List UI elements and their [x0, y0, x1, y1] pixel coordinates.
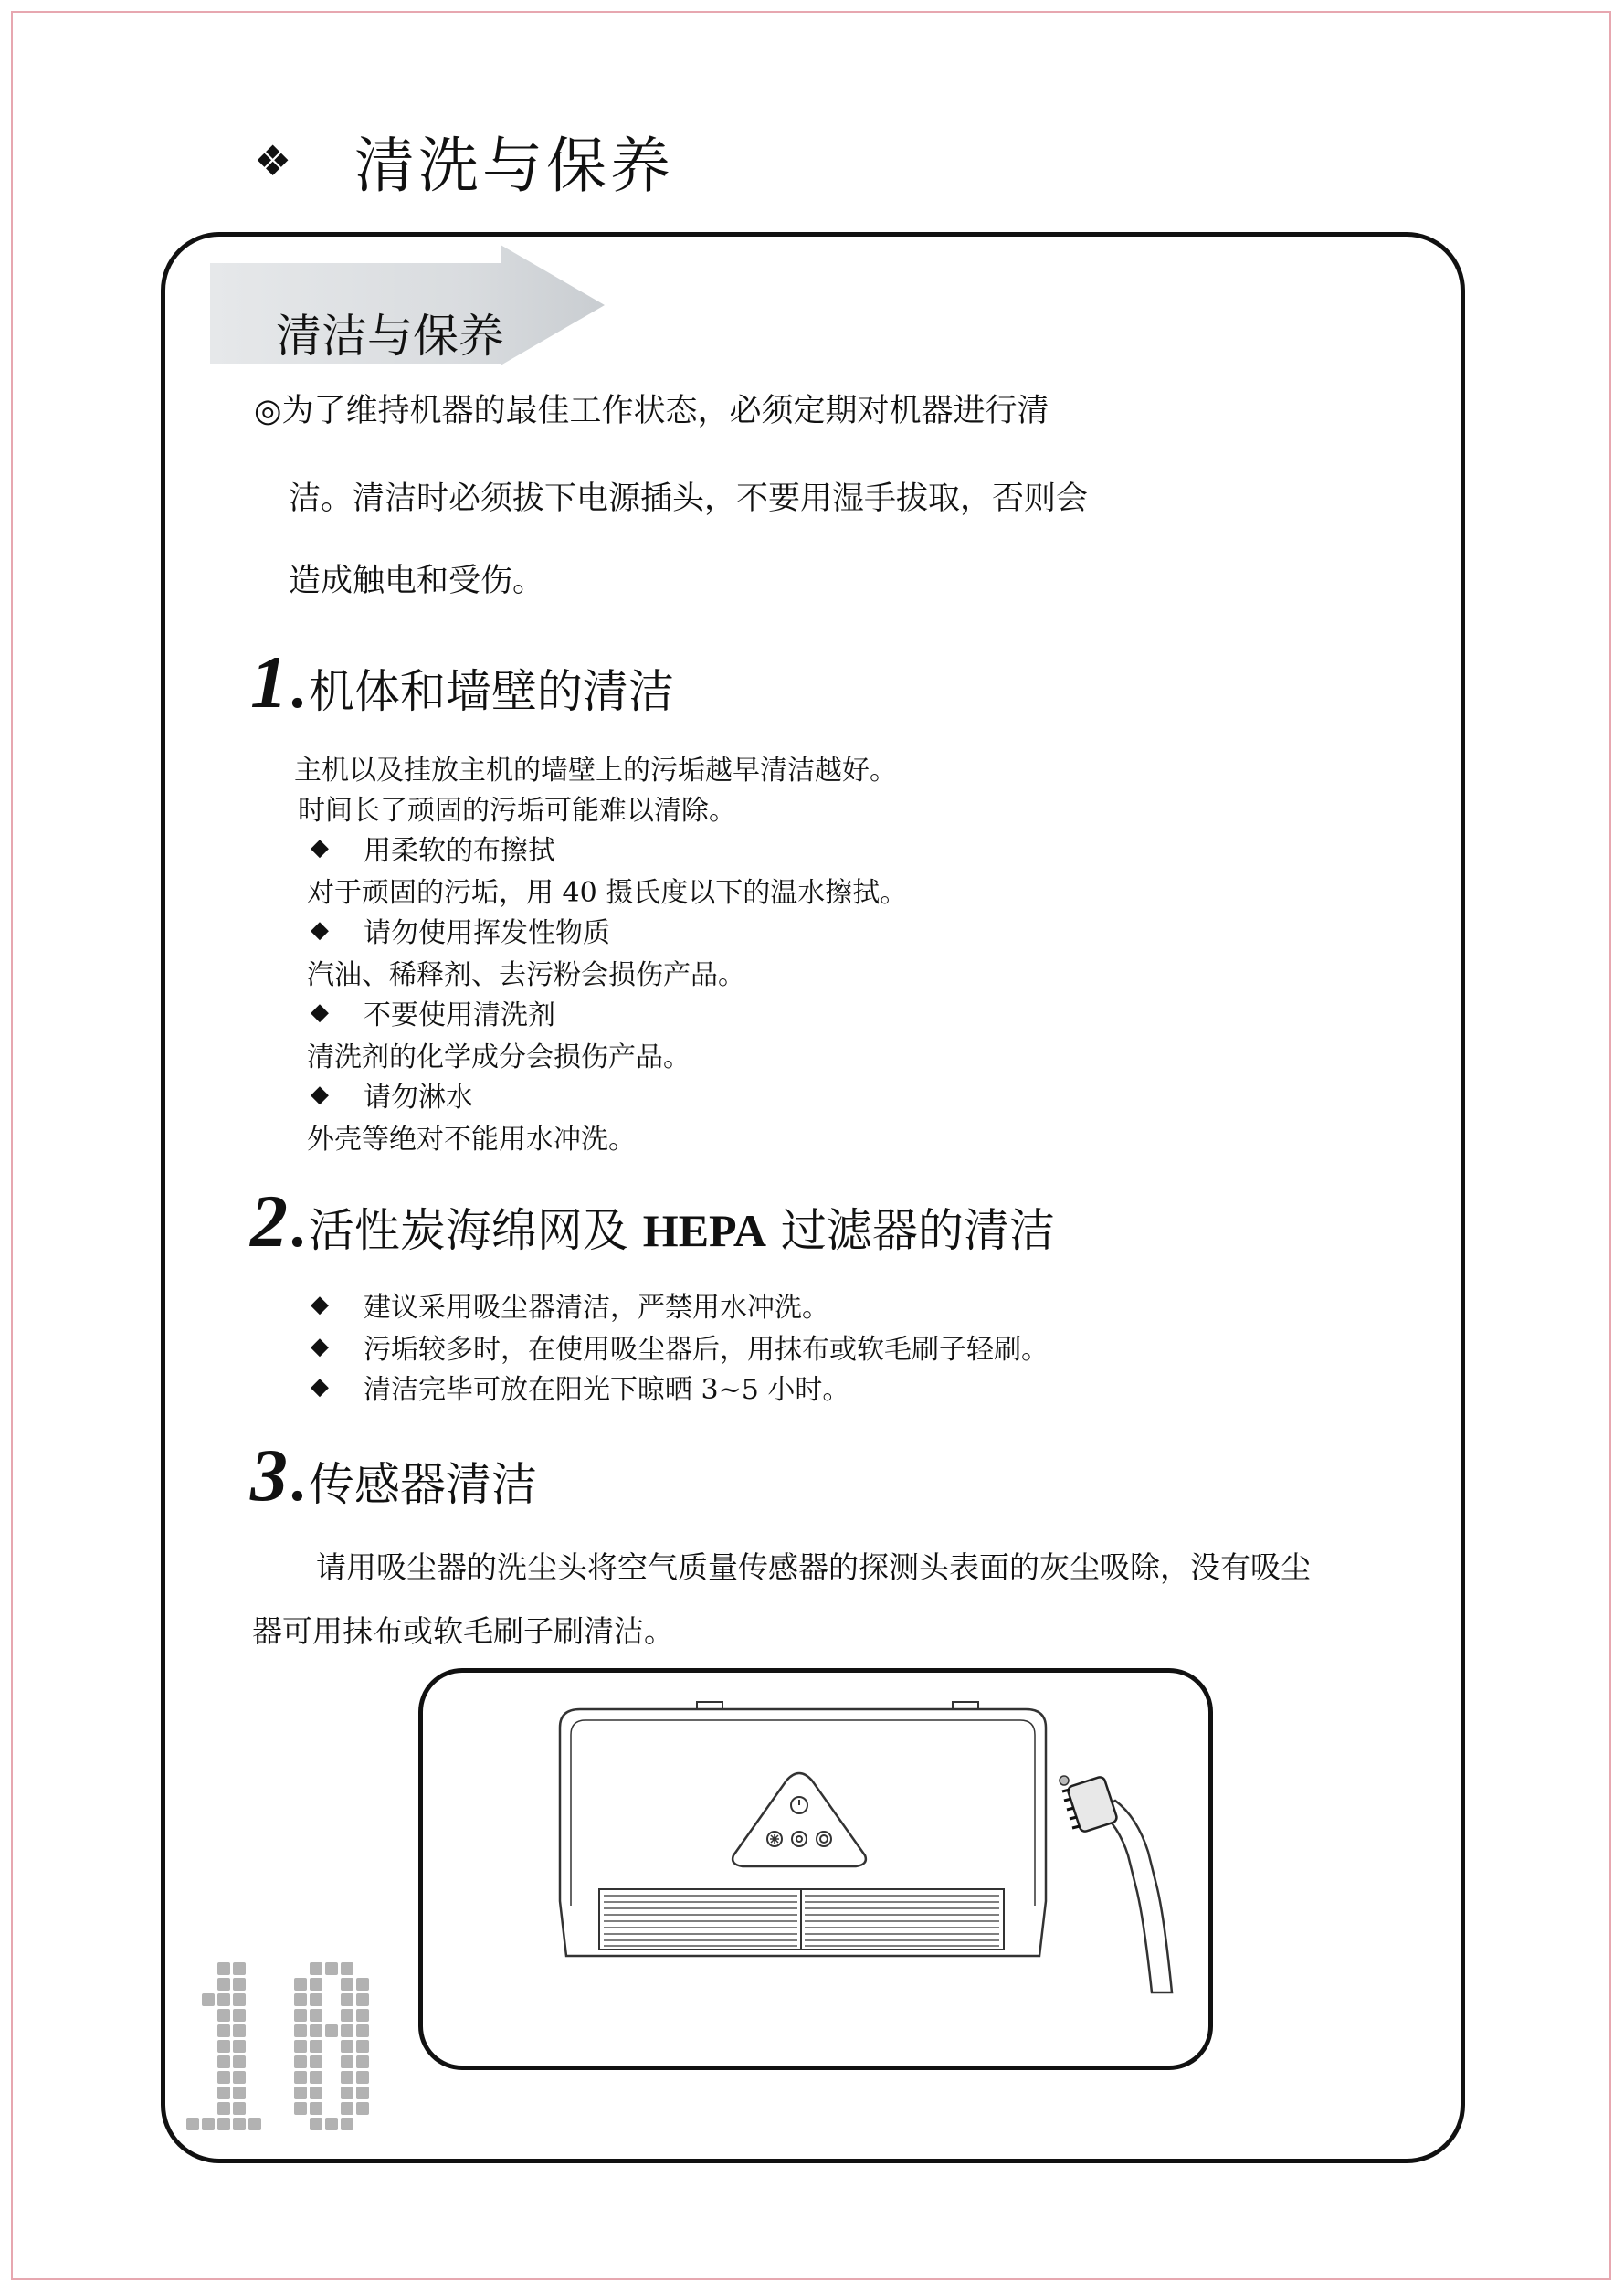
vacuum-brush-icon — [1060, 1776, 1172, 1992]
item-heading-text: 用柔软的布擦拭 — [364, 835, 555, 867]
item-heading-text: 请勿淋水 — [364, 1082, 473, 1114]
section-number-dot: . — [288, 1196, 307, 1260]
page-number-pixel — [217, 2087, 230, 2099]
section-3-heading — [250, 1432, 537, 1518]
page-number-pixel — [310, 2102, 322, 2115]
page-number-pixel — [233, 1993, 246, 2006]
page-number-pixel — [202, 2118, 215, 2130]
section-2-item — [311, 1284, 829, 1325]
mode-button-icon-center — [796, 1836, 802, 1842]
section-1-item-heading — [311, 992, 555, 1032]
page-number-pixel — [294, 2102, 307, 2115]
brush-tip — [1060, 1776, 1069, 1785]
page-number-pixel — [341, 1993, 353, 2006]
page-number-pixel — [233, 2024, 246, 2037]
page-number-pixel — [233, 2102, 246, 2115]
page-number-pixel — [294, 2071, 307, 2084]
page-number-pixel — [186, 2118, 199, 2130]
section-title: 传感器清洁 — [308, 1458, 537, 1511]
section-2-item — [311, 1367, 849, 1407]
section-title: 机体和墙壁的清洁 — [308, 665, 674, 718]
page-number-pixel — [310, 2118, 322, 2130]
page-number-pixel — [356, 2055, 369, 2068]
section-title — [309, 1194, 1055, 1260]
page-number-pixel — [356, 1993, 369, 2006]
section-2-heading — [250, 1178, 1055, 1264]
page-number-pixel — [202, 1993, 215, 2006]
page-number-pixel — [294, 1993, 307, 2006]
page-number-pixel — [356, 2024, 369, 2037]
page-number-pixel — [310, 1993, 322, 2006]
item-text: 清洁完毕可放在阳光下晾晒 3~5 小时。 — [364, 1374, 850, 1406]
control-panel — [733, 1773, 866, 1866]
page-number-pixel — [294, 2024, 307, 2037]
section-number-dot: . — [288, 1450, 307, 1514]
page-number-pixel — [217, 1993, 230, 2006]
page-number-pixel — [233, 2040, 246, 2053]
mode-button-icon — [792, 1832, 807, 1846]
page-number-pixel — [310, 2055, 322, 2068]
page-number-pixel — [294, 2009, 307, 2022]
section-1-item-detail: 清洗剂的化学成分会损伤产品。 — [307, 1041, 691, 1073]
page-number-pixel — [325, 2118, 338, 2130]
page-number-pixel — [310, 2024, 322, 2037]
air-vent-grille — [599, 1889, 1004, 1950]
page-number-pixel — [217, 2009, 230, 2022]
page-number — [183, 1926, 402, 2149]
section-number: 1 — [250, 640, 288, 724]
section-banner — [210, 245, 605, 365]
section-2-item — [311, 1326, 1049, 1367]
section-number: 2 — [250, 1179, 288, 1263]
page-number-pixel — [310, 2009, 322, 2022]
section-title-prefix: 活性炭海绵网及 — [308, 1204, 643, 1257]
bullet-diamond-icon: ◆ — [311, 999, 329, 1026]
section-3-paragraph-line: 请用吸尘器的洗尘头将空气质量传感器的探测头表面的灰尘吸除，没有吸尘 — [316, 1549, 1311, 1585]
page-number-pixel — [233, 2118, 246, 2130]
page-number-pixel — [294, 2040, 307, 2053]
intro-line: 造成触电和受伤。 — [289, 563, 545, 599]
item-heading-text: 请勿使用挥发性物质 — [364, 917, 610, 949]
page-number-pixel — [233, 2009, 246, 2022]
page-number-pixel — [356, 2071, 369, 2084]
page-number-pixel — [356, 2009, 369, 2022]
item-heading-text: 不要使用清洗剂 — [364, 999, 555, 1031]
brush-head — [1067, 1776, 1118, 1833]
page-number-pixel — [310, 2040, 322, 2053]
timer-button-icon — [817, 1832, 831, 1846]
page-number-pixel — [217, 2024, 230, 2037]
page-number-pixel — [310, 1962, 322, 1975]
bullet-diamond-icon: ◆ — [311, 1373, 329, 1400]
section-number-dot: . — [288, 657, 307, 721]
page-number-pixel — [217, 2055, 230, 2068]
page-number-pixel — [310, 2087, 322, 2099]
page-number-pixel — [310, 2071, 322, 2084]
section-1-item-heading — [311, 910, 610, 950]
page-title — [254, 117, 674, 204]
section-1-item-heading — [311, 1074, 473, 1115]
item-text: 污垢较多时，在使用吸尘器后，用抹布或软毛刷子轻刷。 — [364, 1334, 1049, 1366]
page-number-pixel — [356, 2040, 369, 2053]
section-1-intro-line: 主机以及挂放主机的墙壁上的污垢越早清洁越好。 — [294, 755, 897, 787]
page-number-pixel — [217, 1978, 230, 1991]
page-number-pixel — [341, 1978, 353, 1991]
page-number-pixel — [248, 2118, 261, 2130]
cleaning-illustration — [418, 1668, 1213, 2070]
page-number-pixel — [217, 2118, 230, 2130]
page-number-pixel — [233, 1962, 246, 1975]
page-number-pixel — [341, 2024, 353, 2037]
section-1-heading — [250, 639, 674, 725]
section-title-bold: HEPA — [642, 1205, 766, 1256]
page-number-pixel — [341, 2071, 353, 2084]
bullet-diamond-icon: ◆ — [311, 916, 329, 944]
page-number-pixel — [217, 1962, 230, 1975]
intro-line: 洁。清洁时必须拔下电源插头，不要用湿手拔取，否则会 — [289, 481, 1089, 517]
section-title-suffix: 过滤器的清洁 — [765, 1204, 1055, 1257]
bullet-diamond-icon: ◆ — [311, 1333, 329, 1360]
page-number-pixel — [217, 2040, 230, 2053]
page-number-pixel — [233, 2087, 246, 2099]
bullet-diamond-icon: ◆ — [311, 1291, 329, 1318]
page-number-pixel — [341, 1962, 353, 1975]
intro-line: ◎为了维持机器的最佳工作状态，必须定期对机器进行清 — [254, 393, 1049, 429]
diamond-cluster-icon: ❖ — [254, 135, 292, 185]
fan-button-icon-stroke — [770, 1834, 779, 1844]
page-number-pixel — [341, 2055, 353, 2068]
page-number-pixel — [356, 2087, 369, 2099]
page-number-pixel — [233, 2055, 246, 2068]
section-1-item-heading — [311, 828, 555, 868]
page-number-pixel — [325, 2024, 338, 2037]
section-1-intro-line: 时间长了顽固的污垢可能难以清除。 — [298, 795, 736, 827]
page-number-pixel — [341, 2087, 353, 2099]
page-number-pixel — [310, 1978, 322, 1991]
page-number-pixel — [294, 1978, 307, 1991]
air-purifier-illustration — [423, 1673, 1208, 2066]
page-number-graphic — [183, 1926, 402, 2145]
page-number-pixel — [356, 2102, 369, 2115]
page-number-pixel — [217, 2102, 230, 2115]
page-number-pixel — [217, 2071, 230, 2084]
section-number: 3 — [250, 1433, 288, 1516]
page-number-pixel — [294, 2087, 307, 2099]
bullet-diamond-icon: ◆ — [311, 834, 329, 861]
page-number-pixel — [233, 2071, 246, 2084]
page-number-pixel — [294, 2055, 307, 2068]
vacuum-hose — [1099, 1801, 1172, 1992]
page-number-pixel — [356, 1978, 369, 1991]
page-number-pixel — [233, 1978, 246, 1991]
page-number-pixel — [341, 2009, 353, 2022]
page-number-pixel — [341, 2040, 353, 2053]
section-3-paragraph-line: 器可用抹布或软毛刷子刷清洁。 — [252, 1613, 674, 1649]
section-1-item-detail: 汽油、稀释剂、去污粉会损伤产品。 — [307, 959, 745, 991]
banner-label: 清洁与保养 — [276, 310, 504, 363]
page-number-pixel — [341, 2118, 353, 2130]
page-number-pixel — [341, 2102, 353, 2115]
section-1-item-detail: 对于顽固的污垢，用 40 摄氏度以下的温水擦拭。 — [307, 877, 908, 909]
section-1-item-detail: 外壳等绝对不能用水冲洗。 — [307, 1124, 636, 1156]
item-text: 建议采用吸尘器清洁，严禁用水冲洗。 — [364, 1292, 829, 1324]
bullet-diamond-icon: ◆ — [311, 1081, 329, 1108]
timer-button-icon-center — [820, 1835, 828, 1843]
page-title-text: 清洗与保养 — [354, 131, 674, 201]
page-number-pixel — [325, 1962, 338, 1975]
